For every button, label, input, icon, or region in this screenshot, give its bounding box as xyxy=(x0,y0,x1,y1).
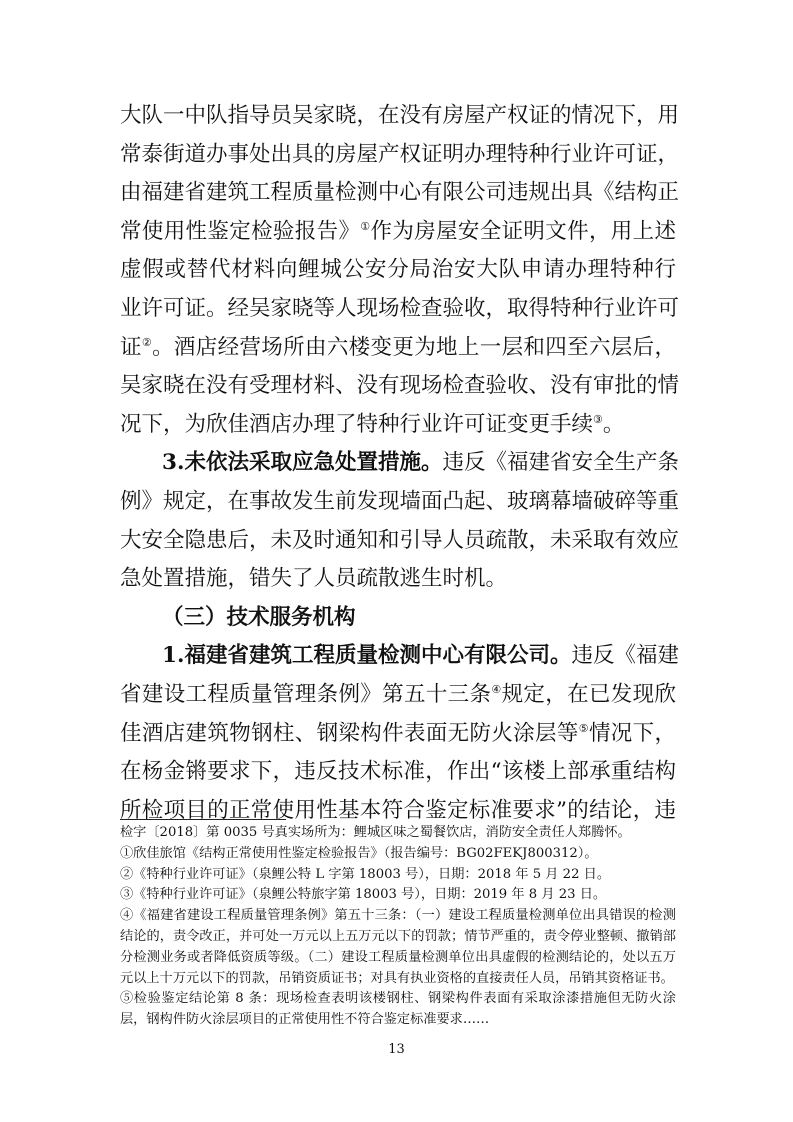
section-heading: （三）技术服务机构 xyxy=(162,604,356,630)
text-line: 常使用性鉴定检验报告》①作为房屋安全证明文件，用上述 xyxy=(120,218,676,244)
paragraph-item-3 xyxy=(120,444,679,483)
footnote-divider xyxy=(120,819,286,820)
footnote: ⑤检验鉴定结论第 8 条：现场检查表明该楼钢柱、钢梁构件表面有采取涂漆措施但无防火涂层，钢构件防火涂层项目的正常使用性不符合鉴定标准要求…… xyxy=(120,991,676,1028)
text-line: 大安全隐患后，未及时通知和引导人员疏散，未采取有效应 xyxy=(120,527,680,553)
footnote: 检字〔2018〕第 0035 号真实场所为：鲤城区味之蜀餐饮店，消防安全责任人郑腾怀。 xyxy=(120,825,631,840)
text-line: 业许可证。经吴家晓等人现场检查验收，取得特种行业许可 xyxy=(120,295,680,321)
text-line: 佳酒店建筑物钢柱、钢梁构件表面无防火涂层等⑤情况下， xyxy=(120,720,676,746)
text-line: 虚假或替代材料向鲤城公安分局治安大队申请办理特种行 xyxy=(120,257,676,283)
text-line: 所检项目的正常使用性基本符合鉴定标准要求”的结论，违 xyxy=(120,797,676,823)
text-line: 大队一中队指导员吴家晓，在没有房屋产权证的情况下，用 xyxy=(120,103,680,128)
text-line: 由福建省建筑工程质量检测中心有限公司违规出具《结构正 xyxy=(120,180,680,206)
page-number: 13 xyxy=(388,1042,405,1057)
text-line: 况下，为欣佳酒店办理了特种行业许可证变更手续③。 xyxy=(120,411,625,437)
text-line: 违反《福建 xyxy=(571,643,679,669)
text-line: 在杨金锵要求下，违反技术标准，作出“该楼上部承重结构 xyxy=(120,759,676,785)
footnotes xyxy=(120,823,676,1031)
text-line: 吴家晓在没有受理材料、没有现场检查验收、没有审批的情 xyxy=(120,373,680,399)
item-3-heading: 3.未依法采取应急处置措施。 xyxy=(162,450,443,476)
footnote: ②《特种行业许可证》（泉鲤公特 L 字第 18003 号），日期：2018 年 5 月 22 日。 xyxy=(120,866,611,882)
text-line: 证②。酒店经营场所由六楼变更为地上一层和四至六层后， xyxy=(120,334,676,360)
footnote: ③《特种行业许可证》（泉鲤公特旅字第 18003 号），日期：2019 年 8 月 23 日。 xyxy=(120,887,607,903)
text-line: 急处置措施，错失了人员疏散逃生时机。 xyxy=(120,566,508,592)
text-line: 例》规定，在事故发生前发现墙面凸起、玻璃幕墙破碎等重 xyxy=(120,488,680,514)
text-line: 省建设工程质量管理条例》第五十三条④规定，在已发现欣 xyxy=(120,681,676,707)
footnote: ①欣佳旅馆《结构正常使用性鉴定检验报告》（报告编号：BG02FEKJ800312）。 xyxy=(120,845,598,861)
item-1-heading: 1.福建省建筑工程质量检测中心有限公司。 xyxy=(162,643,572,669)
body-text xyxy=(120,97,680,830)
text-line: 违反《福建省安全生产条 xyxy=(442,450,679,476)
paragraph-item-1 xyxy=(120,637,679,676)
footnote: ④《福建省建设工程质量管理条例》第五十三条：（一）建设工程质量检测单位出具错误的检测结论的，责令改正，并可处一万元以上五万元以下的罚款；情节严重的，责令停业整顿、撤销部分检测业务或者降低资质等级。（二）建设工程质量检测单位出具虚假的检测结论的，处以五万元以上十万元以下的罚款，吊销资质证书；对具有执业资格的直接责任人员，吊销其资格证书。 xyxy=(120,908,676,986)
text-line: 常泰街道办事处出具的房屋产权证明办理特种行业许可证， xyxy=(120,141,680,167)
